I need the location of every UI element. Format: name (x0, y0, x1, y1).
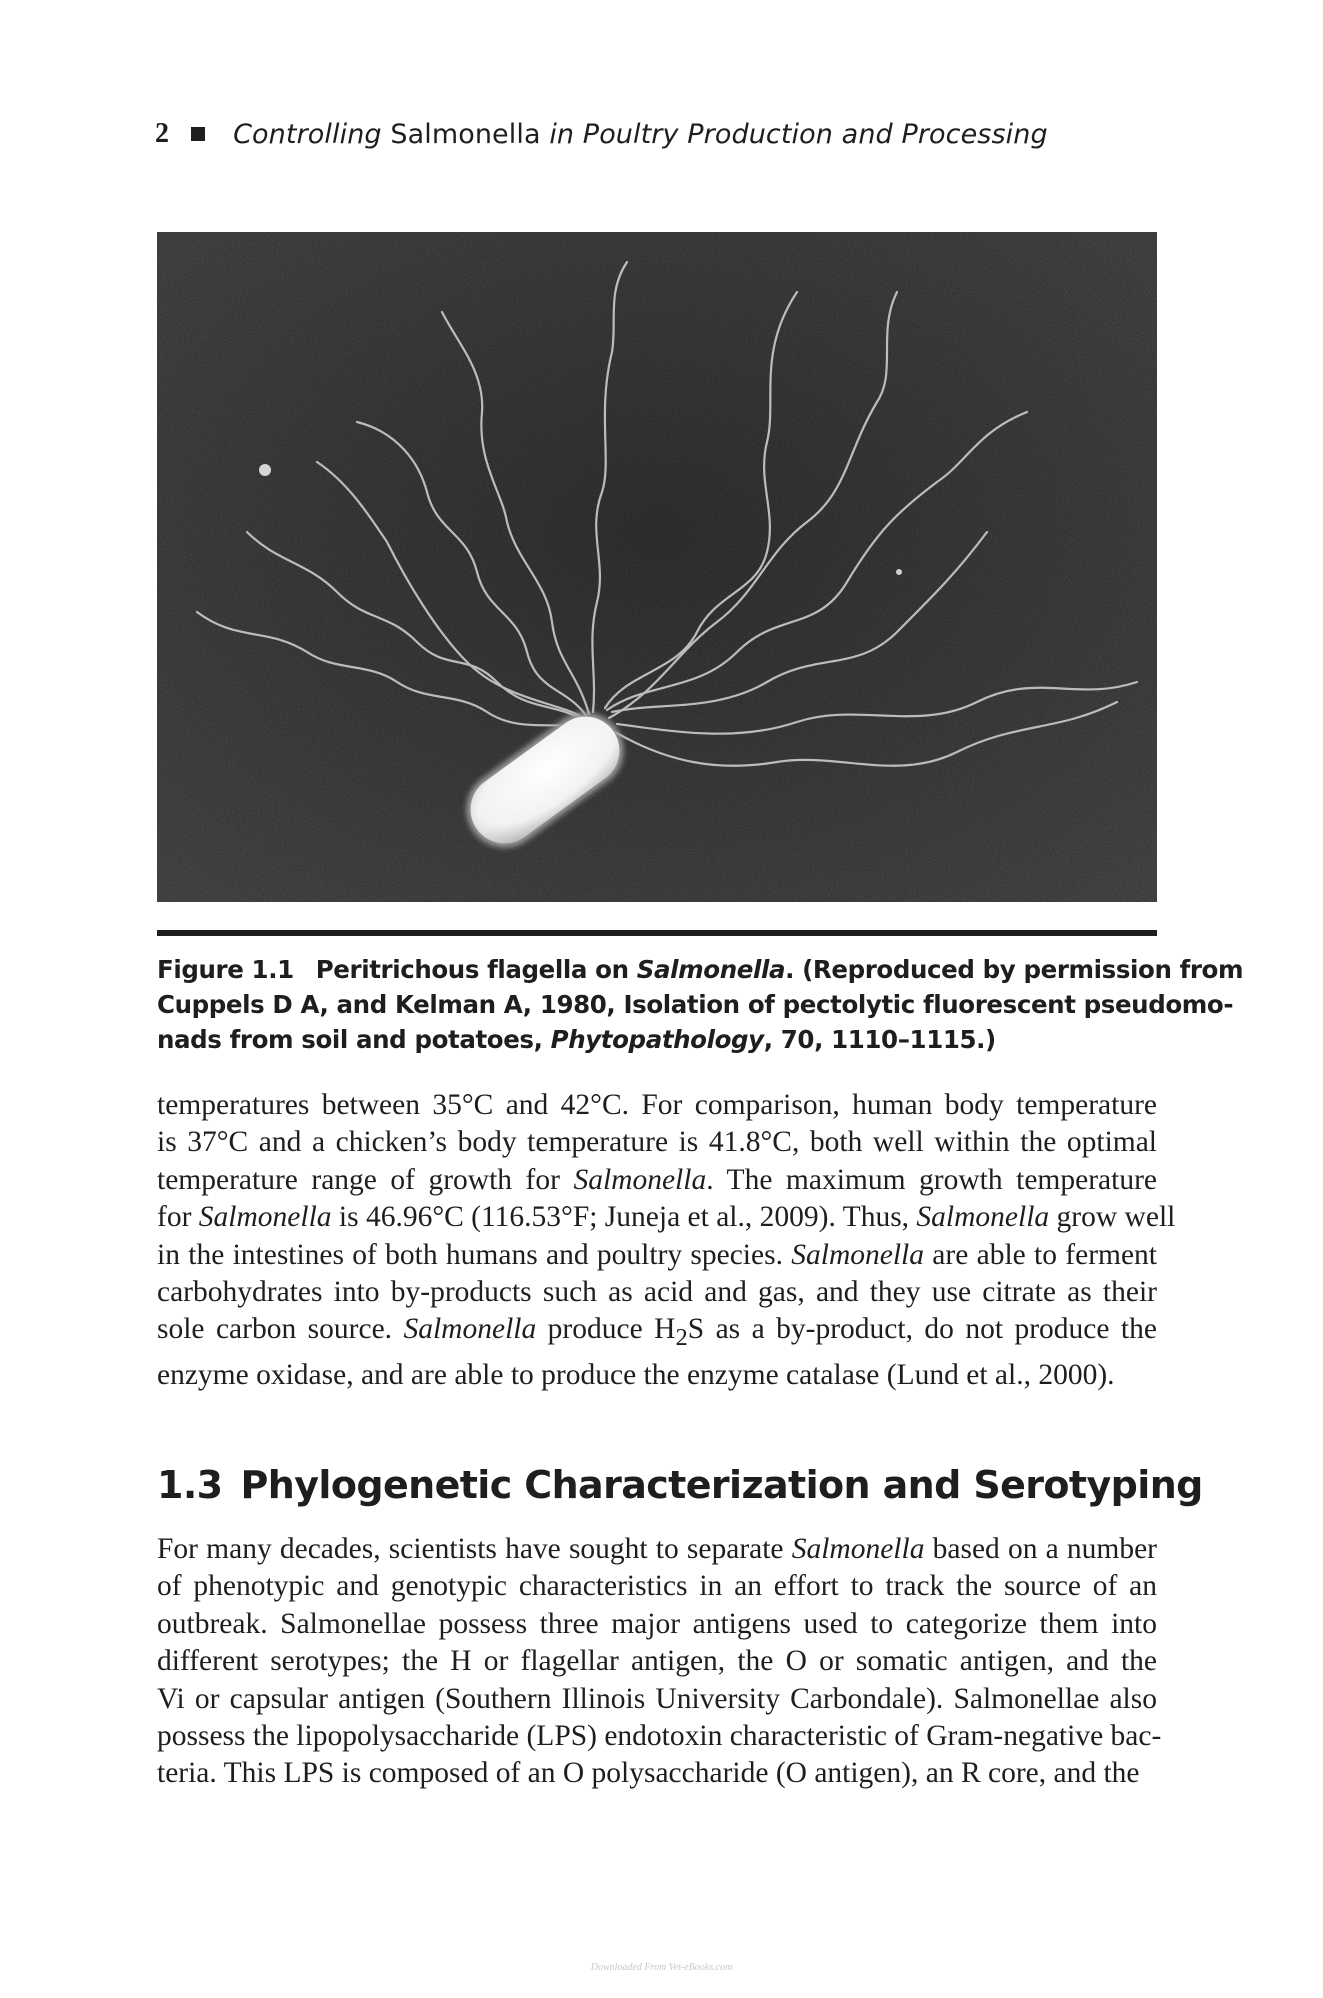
caption-line (157, 952, 1244, 987)
text-run: is 46.96°C (116.53°F; Juneja et al., 2009). Thus, (331, 1201, 917, 1234)
text-line (157, 1274, 1157, 1311)
text-line (157, 1311, 1157, 1356)
italic-term: Salmonella (403, 1313, 537, 1346)
text-line (157, 1718, 1162, 1755)
text-run: grow well (1049, 1201, 1176, 1234)
text-line (157, 1237, 1157, 1274)
running-head (155, 118, 1048, 150)
text-line (157, 1606, 1157, 1643)
text-line (157, 1162, 1157, 1199)
body-paragraph-2 (157, 1531, 1162, 1793)
text-run: temperatures between 35°C and 42°C. For comparison, human body temperature (157, 1089, 1157, 1121)
text-line (157, 1199, 1176, 1236)
section-number: 1.3 (157, 1463, 223, 1507)
italic-term: Salmonella (791, 1533, 925, 1565)
square-bullet-icon (191, 127, 205, 141)
figure-label: Figure 1.1 (157, 955, 294, 984)
text-line (157, 1087, 1157, 1124)
text-run: of phenotypic and genotypic characteristics in an effort to track the source of an (157, 1570, 1157, 1603)
text-run: enzyme oxidase, and are able to produce the enzyme catalase (Lund et al., 2000). (157, 1358, 1115, 1391)
speck (896, 569, 902, 575)
section-heading (157, 1463, 1203, 1507)
text-run: teria. This LPS is composed of an O polysaccharide (O antigen), an R core, and the (157, 1757, 1140, 1790)
text-line (157, 1357, 1157, 1394)
text-line (157, 1124, 1157, 1161)
caption-text: Cuppels D A, and Kelman A, 1980, Isolation of pectolytic fluorescent pseudomo- (157, 990, 1234, 1019)
text-line (157, 1681, 1157, 1718)
italic-term: Salmonella (791, 1238, 924, 1271)
text-run: S as a by-product, do not produce the (687, 1313, 1157, 1346)
body-paragraph-1 (157, 1087, 1176, 1394)
caption-italic: Phytopathology (550, 1025, 764, 1054)
section-title: Phylogenetic Characterization and Serotyping (240, 1463, 1203, 1507)
text-run: . The maximum growth temperature (706, 1163, 1157, 1196)
download-footer: Downloaded From Vet-eBooks.com (590, 1962, 733, 1973)
text-run: Vi or capsular antigen (Southern Illinois University Carbondale). Salmonellae also (157, 1682, 1157, 1715)
running-title-roman: Salmonella (390, 118, 541, 150)
figure-micrograph (157, 232, 1157, 902)
running-title-italic-1: Controlling (233, 118, 382, 150)
text-run: are able to ferment (924, 1238, 1157, 1271)
text-run: sole carbon source. (157, 1313, 404, 1346)
caption-italic: Salmonella (636, 955, 786, 984)
text-run: possess the lipopolysaccharide (LPS) endotoxin characteristic of Gram-negative bac- (157, 1720, 1162, 1753)
text-line (157, 1643, 1157, 1680)
text-line (157, 1568, 1157, 1605)
caption-text: . (Reproduced by permission from (785, 955, 1244, 984)
speck (259, 464, 271, 476)
caption-line (157, 1022, 1157, 1057)
italic-term: Salmonella (916, 1201, 1050, 1234)
page-number: 2 (155, 118, 170, 149)
caption-line (157, 987, 1234, 1022)
running-title-italic-2: in Poultry Production and Processing (549, 118, 1048, 150)
text-run: outbreak. Salmonellae possess three major antigens used to categorize them into (157, 1607, 1157, 1640)
caption-text: nads from soil and potatoes, (157, 1025, 551, 1054)
text-run: temperature range of growth for (157, 1163, 574, 1196)
figure-caption (157, 952, 1244, 1057)
italic-term: Salmonella (198, 1201, 332, 1234)
caption-text: , 70, 1110–1115.) (763, 1025, 996, 1054)
italic-term: Salmonella (573, 1163, 707, 1196)
text-run: is 37°C and a chicken’s body temperature is 41.8°C, both well within the optimal (157, 1126, 1157, 1159)
salmonella-micrograph-image (157, 232, 1157, 902)
figure-rule (157, 930, 1157, 936)
caption-text: Peritrichous flagella on (315, 955, 637, 984)
text-run: for (157, 1201, 199, 1234)
text-run: produce H (536, 1313, 676, 1346)
text-run: different serotypes; the H or flagellar antigen, the O or somatic antigen, and the (157, 1645, 1157, 1678)
subscript: 2 (675, 1324, 688, 1352)
text-run: carbohydrates into by-products such as acid and gas, and they use citrate as their (157, 1276, 1157, 1309)
text-line (157, 1531, 1157, 1568)
text-line (157, 1755, 1157, 1792)
text-run: in the intestines of both humans and poultry species. (157, 1238, 792, 1271)
text-run: based on a number (924, 1533, 1157, 1565)
text-run: For many decades, scientists have sought to separate (157, 1533, 792, 1565)
